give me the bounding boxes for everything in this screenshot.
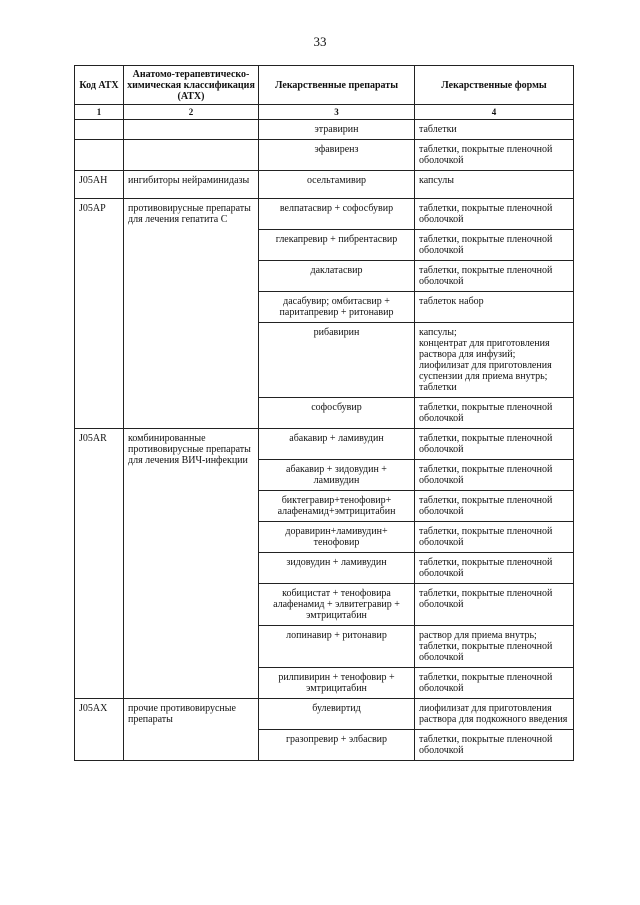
drug-name-cell: зидовудин + ламивудин xyxy=(259,553,415,584)
atc-drug-table xyxy=(74,65,574,761)
drug-name-cell: кобицистат + тенофовира алафенамид + элвитегравир + эмтрицитабин xyxy=(259,584,415,626)
atc-classification-cell: прочие противовирусные препараты xyxy=(124,699,259,761)
header-classification: Анатомо-терапевтическо-химическая классификация (АТХ) xyxy=(124,66,259,105)
atc-code-cell xyxy=(75,140,124,171)
drug-name-cell: лопинавир + ритонавир xyxy=(259,626,415,668)
dosage-form-cell: таблетки, покрытые пленочной оболочкой xyxy=(415,730,574,761)
atc-classification-cell xyxy=(124,120,259,140)
dosage-form-cell: таблетки xyxy=(415,120,574,140)
dosage-form-cell: лиофилизат для приготовления раствора для подкожного введения xyxy=(415,699,574,730)
column-number: 2 xyxy=(124,105,259,120)
drug-name-cell: доравирин+ламивудин+ тенофовир xyxy=(259,522,415,553)
column-number: 4 xyxy=(415,105,574,120)
drug-name-cell: софосбувир xyxy=(259,398,415,429)
dosage-form-cell: таблетки, покрытые пленочной оболочкой xyxy=(415,584,574,626)
drug-name-cell: абакавир + ламивудин xyxy=(259,429,415,460)
dosage-form-cell: раствор для приема внутрь; таблетки, покрытые пленочной оболочкой xyxy=(415,626,574,668)
dosage-form-cell: капсулы xyxy=(415,171,574,199)
drug-name-cell: булевиртид xyxy=(259,699,415,730)
atc-classification-cell: противовирусные препараты для лечения гепатита C xyxy=(124,199,259,429)
drug-name-cell: даклатасвир xyxy=(259,261,415,292)
table-body xyxy=(75,120,574,761)
drug-name-cell: биктегравир+тенофовир+ алафенамид+эмтрицитабин xyxy=(259,491,415,522)
table-row xyxy=(75,171,574,199)
table-row xyxy=(75,699,574,730)
column-number: 3 xyxy=(259,105,415,120)
dosage-form-cell: таблетки, покрытые пленочной оболочкой xyxy=(415,261,574,292)
table-row xyxy=(75,140,574,171)
table-row xyxy=(75,120,574,140)
dosage-form-cell: таблетки, покрытые пленочной оболочкой xyxy=(415,460,574,491)
drug-name-cell: рибавирин xyxy=(259,323,415,398)
atc-code-cell xyxy=(75,120,124,140)
header-drugs: Лекарственные препараты xyxy=(259,66,415,105)
dosage-form-cell: капсулы; концентрат для приготовления раствора для инфузий; лиофилизат для приготовления суспензии для приема внутрь; таблетки xyxy=(415,323,574,398)
dosage-form-cell: таблетки, покрытые пленочной оболочкой xyxy=(415,522,574,553)
drug-name-cell: этравирин xyxy=(259,120,415,140)
dosage-form-cell: таблетки, покрытые пленочной оболочкой xyxy=(415,199,574,230)
drug-name-cell: гразопревир + элбасвир xyxy=(259,730,415,761)
header-code: Код АТХ xyxy=(75,66,124,105)
dosage-form-cell: таблетки, покрытые пленочной оболочкой xyxy=(415,398,574,429)
page-number: 33 xyxy=(313,34,327,49)
drug-name-cell: дасабувир; омбитасвир + паритапревир + ритонавир xyxy=(259,292,415,323)
atc-code-cell: J05AP xyxy=(75,199,124,429)
drug-name-cell: велпатасвир + софосбувир xyxy=(259,199,415,230)
dosage-form-cell: таблетки, покрытые пленочной оболочкой xyxy=(415,668,574,699)
drug-name-cell: абакавир + зидовудин + ламивудин xyxy=(259,460,415,491)
atc-classification-cell: ингибиторы нейраминидазы xyxy=(124,171,259,199)
table-row xyxy=(75,429,574,460)
table-header-row xyxy=(75,66,574,105)
drug-name-cell: эфавиренз xyxy=(259,140,415,171)
dosage-form-cell: таблетки, покрытые пленочной оболочкой xyxy=(415,230,574,261)
atc-classification-cell: комбинированные противовирусные препараты для лечения ВИЧ-инфекции xyxy=(124,429,259,699)
dosage-form-cell: таблетки, покрытые пленочной оболочкой xyxy=(415,429,574,460)
atc-code-cell: J05AR xyxy=(75,429,124,699)
dosage-form-cell: таблеток набор xyxy=(415,292,574,323)
header-forms: Лекарственные формы xyxy=(415,66,574,105)
column-number: 1 xyxy=(75,105,124,120)
dosage-form-cell: таблетки, покрытые пленочной оболочкой xyxy=(415,140,574,171)
drug-name-cell: глекапревир + пибрентасвир xyxy=(259,230,415,261)
atc-code-cell: J05AH xyxy=(75,171,124,199)
table-row xyxy=(75,199,574,230)
column-number-row xyxy=(75,105,574,120)
atc-classification-cell xyxy=(124,140,259,171)
atc-code-cell: J05AX xyxy=(75,699,124,761)
dosage-form-cell: таблетки, покрытые пленочной оболочкой xyxy=(415,553,574,584)
dosage-form-cell: таблетки, покрытые пленочной оболочкой xyxy=(415,491,574,522)
drug-name-cell: осельтамивир xyxy=(259,171,415,199)
drug-name-cell: рилпивирин + тенофовир + эмтрицитабин xyxy=(259,668,415,699)
